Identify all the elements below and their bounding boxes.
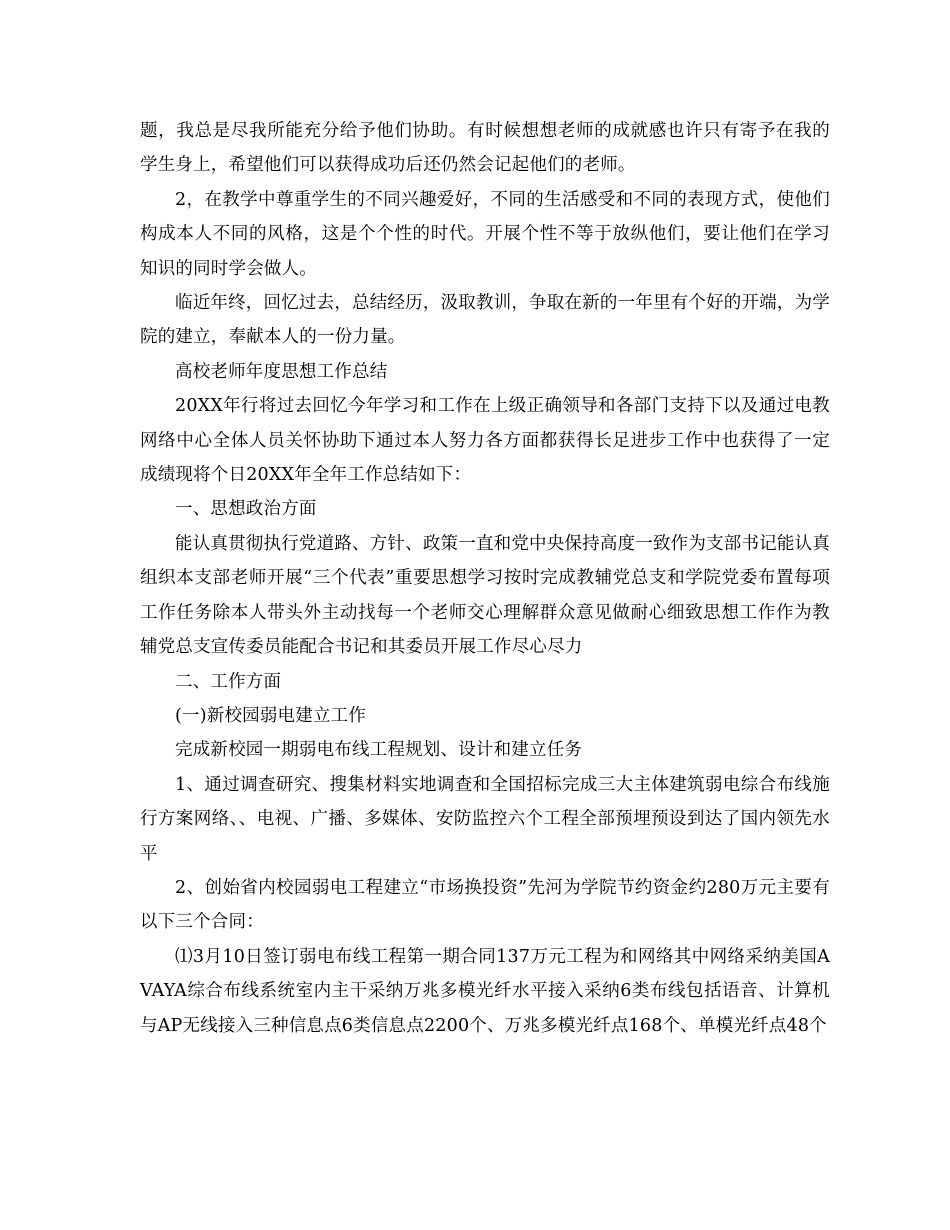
paragraph-campus-task: 完成新校园一期弱电布线工程规划、设计和建立任务 (175, 740, 583, 761)
paragraph-3: 临近年终，回忆过去，总结经历，汲取教训，争取在新的一年里有个好的开端，为学院的建立，奉献本人的一份力量。 (140, 293, 830, 348)
document-body (140, 114, 830, 1043)
paragraph-intro: 20XX年行将过去回忆今年学习和工作在上级正确领导和各部门支持下以及通过电教网络中心全体人员关怀协助下通过本人努力各方面都获得长足进步工作中也获得了一定成绩现将个日20XX年全年工作总结如下： (140, 396, 830, 486)
heading-work: 二、工作方面 (175, 671, 282, 692)
paragraph-2: 2，在教学中尊重学生的不同兴趣爱好，不同的生活感受和不同的表现方式，使他们构成本人不同的风格，这是个个性的时代。开展个性不等于放纵他们，要让他们在学习知识的同时学会做人。 (140, 189, 830, 279)
paragraph-contract-1: ⑴3月10日签订弱电布线工程第一期合同137万元工程为和网络其中网络采纳美国AVAYA综合布线系统室内主干采纳万兆多模光纤水平接入采纳6类布线包括语音、计算机与AP无线接入三种信息点6类信息点2200个、万兆多模光纤点168个、单模光纤点48个 (140, 946, 830, 1036)
paragraph-political: 能认真贯彻执行党道路、方针、政策一直和党中央保持高度一致作为支部书记能认真组织本支部老师开展“三个代表”重要思想学习按时完成教辅党总支和学院党委布置每项工作任务除本人带头外主动找每一个老师交心理解群众意见做耐心细致思想工作作为教辅党总支宣传委员能配合书记和其委员开展工作尽心尽力 (140, 533, 830, 658)
section-title: 高校老师年度思想工作总结 (175, 361, 388, 382)
heading-political: 一、思想政治方面 (175, 499, 317, 520)
subheading-campus: (一)新校园弱电建立工作 (175, 705, 367, 726)
paragraph-item-1: 1、通过调查研究、搜集材料实地调查和全国招标完成三大主体建筑弱电综合布线施行方案网络、、电视、广播、多媒体、安防监控六个工程全部预埋预设到达了国内领先水平 (140, 774, 830, 864)
paragraph-1: 题，我总是尽我所能充分给予他们协助。有时候想想老师的成就感也许只有寄予在我的学生身上，希望他们可以获得成功后还仍然会记起他们的老师。 (140, 121, 830, 176)
paragraph-item-2: 2、创始省内校园弱电工程建立“市场换投资”先河为学院节约资金约280万元主要有以下三个合同： (140, 877, 830, 933)
